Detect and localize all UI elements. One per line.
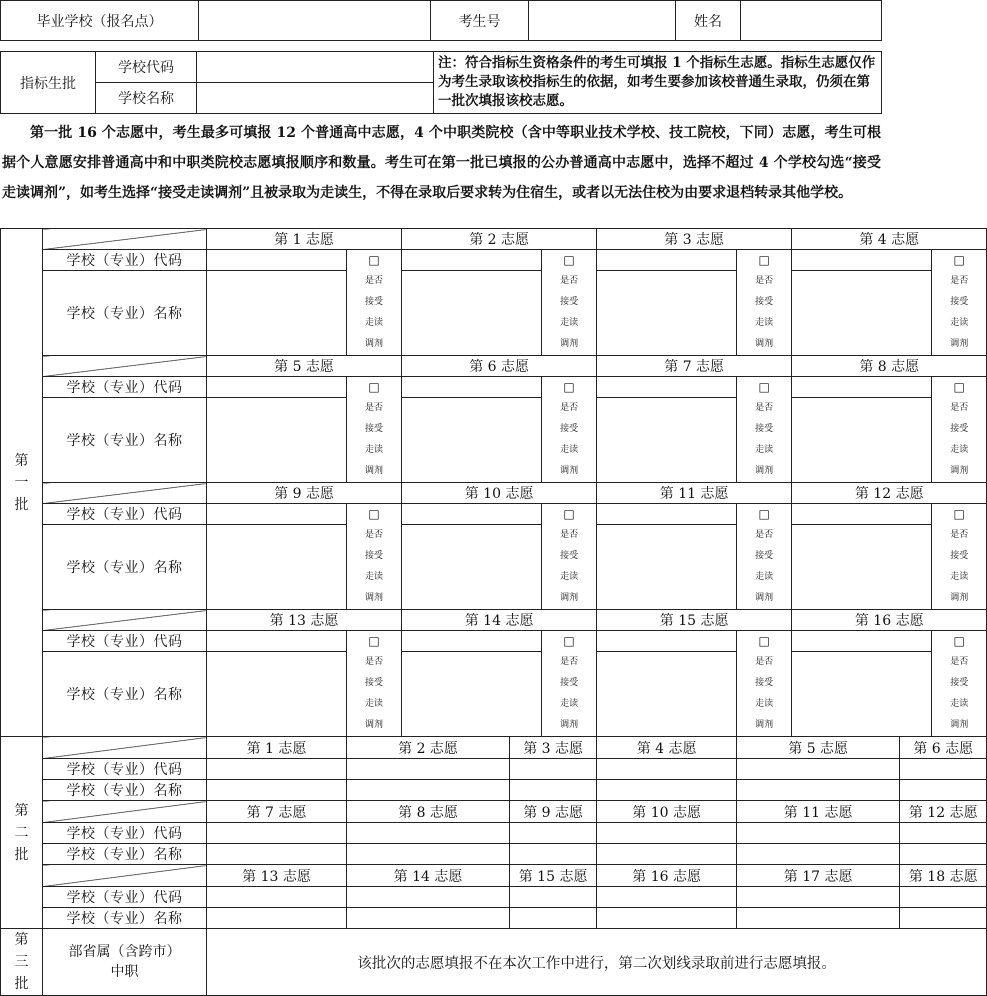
accept-dayschool-text: 是否 — [560, 403, 579, 413]
batch2-code-field[interactable] — [347, 823, 510, 844]
diagonal-cell — [43, 865, 207, 887]
batch3-label: 第 三 批 — [1, 929, 43, 996]
batch1-name-field[interactable] — [597, 398, 737, 483]
checkbox-icon[interactable]: □ — [368, 507, 380, 521]
school-field[interactable] — [199, 1, 431, 41]
batch1-code-field[interactable] — [792, 504, 932, 525]
accept-dayschool-text: 走读 — [365, 572, 384, 582]
name-label: 学校（专业）名称 — [43, 525, 207, 610]
accept-dayschool-checkbox[interactable] — [542, 504, 597, 610]
diagonal-cell — [43, 610, 207, 631]
diagonal-cell — [43, 737, 207, 759]
code-label: 学校（专业）代码 — [43, 377, 207, 398]
batch2-choice-header: 第 9 志愿 — [510, 801, 597, 823]
batch1-name-field[interactable] — [597, 525, 737, 610]
batch2-choice-header: 第 13 志愿 — [207, 865, 347, 887]
zhibiao-name-label: 学校名称 — [96, 83, 197, 114]
accept-dayschool-text: 调剂 — [755, 339, 774, 349]
code-label: 学校（专业）代码 — [43, 504, 207, 525]
batch3-note: 该批次的志愿填报不在本次工作中进行，第二次划线录取前进行志愿填报。 — [207, 929, 987, 996]
accept-dayschool-text: 是否 — [560, 276, 579, 286]
batch2-choice-header: 第 10 志愿 — [597, 801, 737, 823]
accept-dayschool-text: 是否 — [950, 403, 969, 413]
accept-dayschool-checkbox[interactable] — [737, 504, 792, 610]
batch1-choice-header: 第 6 志愿 — [402, 356, 597, 377]
accept-dayschool-checkbox[interactable] — [347, 504, 402, 610]
accept-dayschool-text: 走读 — [560, 318, 579, 328]
batch2-name-field[interactable] — [597, 908, 737, 929]
batch2-choice-header: 第 3 志愿 — [510, 737, 597, 759]
accept-dayschool-text: 是否 — [755, 276, 774, 286]
code-label: 学校（专业）代码 — [43, 887, 207, 908]
accept-dayschool-text: 接受 — [560, 424, 579, 434]
batch2-name-field[interactable] — [737, 908, 900, 929]
batch2-name-field[interactable] — [737, 844, 900, 865]
accept-dayschool-text: 走读 — [950, 318, 969, 328]
batch2-code-field[interactable] — [900, 887, 987, 908]
accept-dayschool-text: 调剂 — [950, 593, 969, 603]
checkbox-icon[interactable]: □ — [563, 253, 575, 267]
accept-dayschool-text: 调剂 — [560, 339, 579, 349]
accept-dayschool-text: 接受 — [950, 551, 969, 561]
batch1-name-field[interactable] — [402, 525, 542, 610]
accept-dayschool-text: 接受 — [365, 678, 384, 688]
accept-dayschool-text: 调剂 — [365, 466, 384, 476]
batch2-name-field[interactable] — [510, 908, 597, 929]
accept-dayschool-text: 调剂 — [950, 466, 969, 476]
batch1-code-field[interactable] — [207, 250, 347, 271]
zhibiao-table — [0, 51, 882, 114]
accept-dayschool-text: 走读 — [365, 318, 384, 328]
accept-dayschool-text: 走读 — [365, 699, 384, 709]
header-table — [0, 0, 882, 41]
batch2-choice-header: 第 11 志愿 — [737, 801, 900, 823]
batch1-code-field[interactable] — [597, 377, 737, 398]
checkbox-icon[interactable]: □ — [758, 634, 770, 648]
zhibiao-code-label: 学校代码 — [96, 52, 197, 83]
batch3-category: 部省属（含跨市） 中职 — [43, 929, 207, 996]
accept-dayschool-text: 调剂 — [365, 720, 384, 730]
batch1-label: 第 一 批 — [1, 229, 43, 737]
accept-dayschool-text: 是否 — [755, 530, 774, 540]
batch1-choice-header: 第 11 志愿 — [597, 483, 792, 504]
zhibiao-name-field[interactable] — [197, 83, 434, 114]
batch2-choice-header: 第 18 志愿 — [900, 865, 987, 887]
batch1-choice-header: 第 5 志愿 — [207, 356, 402, 377]
batch1-code-field[interactable] — [402, 377, 542, 398]
accept-dayschool-text: 走读 — [560, 572, 579, 582]
batch2-code-field[interactable] — [737, 887, 900, 908]
batch2-name-field[interactable] — [900, 780, 987, 801]
name-label: 学校（专业）名称 — [43, 780, 207, 801]
accept-dayschool-text: 走读 — [755, 445, 774, 455]
batch1-choice-header: 第 7 志愿 — [597, 356, 792, 377]
batch2-code-field[interactable] — [207, 823, 347, 844]
batch1-choice-header: 第 2 志愿 — [402, 229, 597, 250]
batch1-code-field[interactable] — [402, 631, 542, 652]
checkbox-icon[interactable]: □ — [758, 380, 770, 394]
batch2-code-field[interactable] — [510, 759, 597, 780]
batch2-code-field[interactable] — [510, 823, 597, 844]
batch2-name-field[interactable] — [597, 780, 737, 801]
batch2-choice-header: 第 17 志愿 — [737, 865, 900, 887]
accept-dayschool-checkbox[interactable] — [347, 631, 402, 737]
accept-dayschool-text: 调剂 — [755, 593, 774, 603]
accept-dayschool-text: 调剂 — [755, 466, 774, 476]
checkbox-icon[interactable]: □ — [563, 507, 575, 521]
name-label: 学校（专业）名称 — [43, 398, 207, 483]
batch1-choice-header: 第 16 志愿 — [792, 610, 987, 631]
batch1-name-field[interactable] — [207, 398, 347, 483]
batch1-code-field[interactable] — [207, 377, 347, 398]
accept-dayschool-text: 是否 — [365, 276, 384, 286]
batch2-name-field[interactable] — [900, 908, 987, 929]
batch1-name-field[interactable] — [792, 525, 932, 610]
batch1-choice-header: 第 10 志愿 — [402, 483, 597, 504]
batch2-code-field[interactable] — [347, 759, 510, 780]
batch2-choice-header: 第 16 志愿 — [597, 865, 737, 887]
accept-dayschool-text: 接受 — [755, 678, 774, 688]
batch2-choice-header: 第 7 志愿 — [207, 801, 347, 823]
accept-dayschool-text: 是否 — [365, 657, 384, 667]
checkbox-icon[interactable]: □ — [368, 634, 380, 648]
batch2-choice-header: 第 12 志愿 — [900, 801, 987, 823]
accept-dayschool-text: 走读 — [950, 572, 969, 582]
batch1-name-field[interactable] — [402, 398, 542, 483]
checkbox-icon[interactable]: □ — [758, 253, 770, 267]
batch1-code-field[interactable] — [597, 504, 737, 525]
accept-dayschool-text: 走读 — [755, 318, 774, 328]
batch1-code-field[interactable] — [792, 377, 932, 398]
batch2-choice-header: 第 1 志愿 — [207, 737, 347, 759]
batch1-code-field[interactable] — [792, 250, 932, 271]
checkbox-icon[interactable]: □ — [953, 634, 965, 648]
batch2-name-field[interactable] — [510, 844, 597, 865]
checkbox-icon[interactable]: □ — [563, 634, 575, 648]
batch1-choice-header: 第 3 志愿 — [597, 229, 792, 250]
instructions-text: 第一批 16 个志愿中，考生最多可填报 12 个普通高中志愿，4 个中职类院校（含中等职业技术学校、技工院校，下同）志愿，考生可根据个人意愿安排普通高中和中职类院校志愿填报顺序和数量。考生可在第一批已填报的公办普通高中志愿中，选择不超过 4 个学校勾选“接受走读调剂”，如考生选择“接受走读调剂”且被录取为走读生，不得在录取后要求转为住宿生，或者以无法住校为由要求退档转录其他学校。 — [2, 125, 881, 201]
accept-dayschool-text: 接受 — [950, 424, 969, 434]
batch1-name-field[interactable] — [792, 398, 932, 483]
code-label: 学校（专业）代码 — [43, 250, 207, 271]
accept-dayschool-checkbox[interactable] — [737, 250, 792, 356]
batch1-choice-header: 第 12 志愿 — [792, 483, 987, 504]
batch2-code-field[interactable] — [207, 887, 347, 908]
batch2-choice-header: 第 4 志愿 — [597, 737, 737, 759]
code-label: 学校（专业）代码 — [43, 823, 207, 844]
batch1-choice-header: 第 9 志愿 — [207, 483, 402, 504]
accept-dayschool-checkbox[interactable] — [932, 250, 987, 356]
accept-dayschool-text: 调剂 — [755, 720, 774, 730]
zhibiao-note: 注：符合指标生资格条件的考生可填报 1 个指标生志愿。指标生志愿仅作为考生录取该校指标生的依据，如考生要参加该校普通生录取，仍须在第一批次填报该校志愿。 — [434, 52, 882, 114]
batch2-code-field[interactable] — [900, 823, 987, 844]
accept-dayschool-text: 走读 — [560, 445, 579, 455]
accept-dayschool-text: 调剂 — [560, 720, 579, 730]
accept-dayschool-checkbox[interactable] — [347, 377, 402, 483]
batch2-name-field[interactable] — [347, 908, 510, 929]
accept-dayschool-checkbox[interactable] — [737, 377, 792, 483]
accept-dayschool-text: 是否 — [950, 657, 969, 667]
school-label: 毕业学校（报名点） — [1, 1, 199, 41]
batch2-choice-header: 第 6 志愿 — [900, 737, 987, 759]
accept-dayschool-text: 接受 — [560, 297, 579, 307]
diagonal-cell — [43, 356, 207, 377]
batch1-name-field[interactable] — [792, 271, 932, 356]
checkbox-icon[interactable]: □ — [563, 380, 575, 394]
accept-dayschool-text: 接受 — [365, 297, 384, 307]
zhibiao-batch-label: 指标生批 — [1, 52, 96, 114]
batch2-code-field[interactable] — [597, 759, 737, 780]
batch1-name-field[interactable] — [402, 271, 542, 356]
zhibiao-code-field[interactable] — [197, 52, 434, 83]
name-label: 姓名 — [676, 1, 741, 41]
name-label: 学校（专业）名称 — [43, 271, 207, 356]
batch1-code-field[interactable] — [402, 504, 542, 525]
batch2-name-field[interactable] — [207, 908, 347, 929]
checkbox-icon[interactable]: □ — [953, 253, 965, 267]
batch2-code-field[interactable] — [737, 759, 900, 780]
batch2-code-field[interactable] — [207, 759, 347, 780]
accept-dayschool-text: 是否 — [365, 530, 384, 540]
checkbox-icon[interactable]: □ — [953, 380, 965, 394]
accept-dayschool-text: 是否 — [365, 403, 384, 413]
batch1-choice-header: 第 8 志愿 — [792, 356, 987, 377]
accept-dayschool-text: 调剂 — [365, 339, 384, 349]
batch2-code-field[interactable] — [597, 823, 737, 844]
batch2-name-field[interactable] — [347, 780, 510, 801]
batch1-code-field[interactable] — [402, 250, 542, 271]
batch2-name-field[interactable] — [597, 844, 737, 865]
accept-dayschool-text: 接受 — [365, 424, 384, 434]
instructions — [2, 118, 881, 208]
accept-dayschool-checkbox[interactable] — [542, 250, 597, 356]
accept-dayschool-text: 走读 — [365, 445, 384, 455]
batch2-name-field[interactable] — [737, 780, 900, 801]
name-label: 学校（专业）名称 — [43, 908, 207, 929]
volunteer-table — [0, 228, 987, 996]
batch2-code-field[interactable] — [737, 823, 900, 844]
accept-dayschool-text: 接受 — [755, 424, 774, 434]
code-label: 学校（专业）代码 — [43, 759, 207, 780]
batch2-name-field[interactable] — [900, 844, 987, 865]
checkbox-icon[interactable]: □ — [368, 253, 380, 267]
accept-dayschool-text: 走读 — [950, 445, 969, 455]
accept-dayschool-text: 调剂 — [560, 466, 579, 476]
accept-dayschool-text: 接受 — [950, 678, 969, 688]
accept-dayschool-checkbox[interactable] — [737, 631, 792, 737]
batch2-code-field[interactable] — [510, 887, 597, 908]
checkbox-icon[interactable]: □ — [368, 380, 380, 394]
accept-dayschool-text: 调剂 — [365, 593, 384, 603]
accept-dayschool-text: 调剂 — [560, 593, 579, 603]
batch1-code-field[interactable] — [597, 631, 737, 652]
batch1-choice-header: 第 4 志愿 — [792, 229, 987, 250]
accept-dayschool-text: 是否 — [755, 657, 774, 667]
batch1-name-field[interactable] — [207, 271, 347, 356]
name-label: 学校（专业）名称 — [43, 652, 207, 737]
diagonal-cell — [43, 229, 207, 250]
accept-dayschool-checkbox[interactable] — [542, 631, 597, 737]
accept-dayschool-text: 调剂 — [950, 339, 969, 349]
batch2-choice-header: 第 2 志愿 — [347, 737, 510, 759]
accept-dayschool-text: 接受 — [560, 551, 579, 561]
name-field[interactable] — [741, 1, 882, 41]
exam-number-field[interactable] — [529, 1, 676, 41]
accept-dayschool-text: 是否 — [560, 657, 579, 667]
accept-dayschool-checkbox[interactable] — [932, 631, 987, 737]
accept-dayschool-text: 接受 — [755, 297, 774, 307]
batch1-name-field[interactable] — [597, 271, 737, 356]
batch2-code-field[interactable] — [347, 887, 510, 908]
accept-dayschool-text: 接受 — [365, 551, 384, 561]
accept-dayschool-checkbox[interactable] — [542, 377, 597, 483]
accept-dayschool-text: 走读 — [560, 699, 579, 709]
accept-dayschool-checkbox[interactable] — [932, 377, 987, 483]
name-label: 学校（专业）名称 — [43, 844, 207, 865]
batch1-choice-header: 第 14 志愿 — [402, 610, 597, 631]
batch1-code-field[interactable] — [207, 504, 347, 525]
batch1-name-field[interactable] — [597, 652, 737, 737]
batch1-name-field[interactable] — [207, 652, 347, 737]
accept-dayschool-text: 是否 — [755, 403, 774, 413]
batch2-code-field[interactable] — [900, 759, 987, 780]
batch1-name-field[interactable] — [207, 525, 347, 610]
accept-dayschool-text: 接受 — [755, 551, 774, 561]
batch1-choice-header: 第 1 志愿 — [207, 229, 402, 250]
accept-dayschool-text: 走读 — [755, 572, 774, 582]
batch1-choice-header: 第 15 志愿 — [597, 610, 792, 631]
batch2-choice-header: 第 5 志愿 — [737, 737, 900, 759]
accept-dayschool-text: 是否 — [950, 530, 969, 540]
accept-dayschool-checkbox[interactable] — [932, 504, 987, 610]
accept-dayschool-text: 接受 — [560, 678, 579, 688]
batch2-name-field[interactable] — [347, 844, 510, 865]
accept-dayschool-checkbox[interactable] — [347, 250, 402, 356]
diagonal-cell — [43, 801, 207, 823]
batch2-code-field[interactable] — [597, 887, 737, 908]
batch2-name-field[interactable] — [510, 780, 597, 801]
batch1-code-field[interactable] — [792, 631, 932, 652]
batch1-name-field[interactable] — [402, 652, 542, 737]
batch2-choice-header: 第 14 志愿 — [347, 865, 510, 887]
accept-dayschool-text: 接受 — [950, 297, 969, 307]
batch2-choice-header: 第 15 志愿 — [510, 865, 597, 887]
batch2-choice-header: 第 8 志愿 — [347, 801, 510, 823]
batch1-name-field[interactable] — [792, 652, 932, 737]
accept-dayschool-text: 走读 — [755, 699, 774, 709]
batch2-name-field[interactable] — [207, 844, 347, 865]
batch1-code-field[interactable] — [207, 631, 347, 652]
exam-number-label: 考生号 — [431, 1, 529, 41]
checkbox-icon[interactable]: □ — [758, 507, 770, 521]
diagonal-cell — [43, 483, 207, 504]
checkbox-icon[interactable]: □ — [953, 507, 965, 521]
accept-dayschool-text: 是否 — [560, 530, 579, 540]
accept-dayschool-text: 是否 — [950, 276, 969, 286]
batch1-choice-header: 第 13 志愿 — [207, 610, 402, 631]
code-label: 学校（专业）代码 — [43, 631, 207, 652]
batch2-name-field[interactable] — [207, 780, 347, 801]
batch1-code-field[interactable] — [597, 250, 737, 271]
batch2-label: 第 二 批 — [1, 737, 43, 929]
accept-dayschool-text: 调剂 — [950, 720, 969, 730]
accept-dayschool-text: 走读 — [950, 699, 969, 709]
